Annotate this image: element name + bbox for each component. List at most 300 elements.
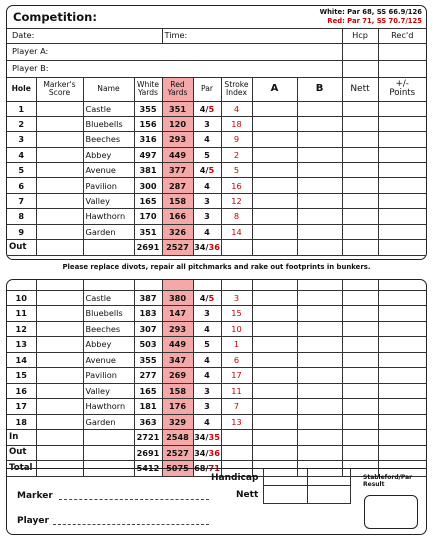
score-b-cell[interactable] <box>297 147 342 162</box>
score-b-cell[interactable] <box>297 306 342 322</box>
markers-score-cell[interactable] <box>36 290 83 306</box>
player-a-label: Player A: <box>12 46 49 57</box>
score-a-cell[interactable] <box>252 445 297 461</box>
stroke-index: 14 <box>221 224 252 239</box>
score-b-cell[interactable] <box>297 163 342 178</box>
hole-row <box>7 163 426 178</box>
points-cell[interactable] <box>378 193 426 208</box>
par-total-white: 68 <box>194 463 206 474</box>
hole-number: 10 <box>7 290 36 306</box>
white-yards-total: 2691 <box>134 240 162 256</box>
stroke-index-cell <box>221 240 252 256</box>
stableford-result-box[interactable] <box>364 495 418 529</box>
points-cell[interactable] <box>378 368 426 384</box>
hole-number: 6 <box>7 178 36 193</box>
hole-number: 1 <box>7 101 36 116</box>
hole-row <box>7 116 426 131</box>
red-yards: 176 <box>162 399 193 415</box>
hole-name: Garden <box>83 414 134 430</box>
hole-row <box>7 352 426 368</box>
par <box>193 337 221 353</box>
par-white: 4 <box>199 292 206 303</box>
hole-number: 4 <box>7 147 36 162</box>
marker-signature-line[interactable] <box>59 499 209 500</box>
front-out-row <box>7 240 426 256</box>
par <box>193 209 221 224</box>
points-cell[interactable] <box>378 178 426 193</box>
points-cell[interactable] <box>378 163 426 178</box>
par <box>193 399 221 415</box>
white-yards: 165 <box>134 383 162 399</box>
score-a-cell[interactable] <box>252 132 297 147</box>
white-yards: 503 <box>134 337 162 353</box>
back-nine-table <box>7 280 426 477</box>
col-name: Name <box>83 77 134 101</box>
par-total-white: 34 <box>194 447 206 458</box>
points-cell[interactable] <box>378 116 426 131</box>
score-a-cell[interactable] <box>252 224 297 239</box>
nett-cell[interactable] <box>342 116 378 131</box>
par-total-red: 71 <box>208 463 220 474</box>
par-red: 5 <box>208 292 215 303</box>
nett-cell[interactable] <box>342 147 378 162</box>
back-nine-card <box>6 279 427 535</box>
hole-number: 17 <box>7 399 36 415</box>
nett-cell[interactable] <box>342 445 378 461</box>
white-yards-total: 2691 <box>134 445 162 461</box>
red-yards: 380 <box>162 290 193 306</box>
hole-number: 14 <box>7 352 36 368</box>
par <box>193 321 221 337</box>
white-yards: 165 <box>134 193 162 208</box>
par-white: 3 <box>204 401 210 412</box>
points-cell[interactable] <box>378 290 426 306</box>
hole-row <box>7 414 426 430</box>
score-b-cell[interactable] <box>297 414 342 430</box>
total-row <box>7 445 426 461</box>
markers-score-cell[interactable] <box>36 321 83 337</box>
points-cell[interactable] <box>378 209 426 224</box>
nett-cell[interactable] <box>342 290 378 306</box>
score-a-cell[interactable] <box>252 306 297 322</box>
marker-label: Marker <box>17 491 53 501</box>
nett-label: Nett <box>236 490 259 500</box>
score-b-cell[interactable] <box>297 224 342 239</box>
score-b-cell[interactable] <box>297 240 342 256</box>
par-white: 3 <box>204 118 210 129</box>
par-total-white: 34 <box>194 432 206 443</box>
white-yards: 351 <box>134 224 162 239</box>
score-a-cell[interactable] <box>252 147 297 162</box>
markers-score-cell[interactable] <box>36 163 83 178</box>
hole-name: Bluebells <box>83 306 134 322</box>
nett-cell[interactable] <box>342 399 378 415</box>
par <box>193 147 221 162</box>
white-yards: 170 <box>134 209 162 224</box>
points-cell[interactable] <box>378 337 426 353</box>
white-yards: 381 <box>134 163 162 178</box>
total-row <box>7 430 426 446</box>
col-white-yards: White Yards <box>134 77 162 101</box>
score-b-cell[interactable] <box>297 132 342 147</box>
stroke-index: 1 <box>221 337 252 353</box>
stroke-index: 5 <box>221 163 252 178</box>
col-red-yards: Red Yards <box>162 77 193 101</box>
markers-score-cell[interactable] <box>36 368 83 384</box>
nett-cell[interactable] <box>342 209 378 224</box>
stroke-index: 6 <box>221 352 252 368</box>
player-signature-line[interactable] <box>53 524 209 525</box>
points-cell[interactable] <box>378 306 426 322</box>
white-yards: 277 <box>134 368 162 384</box>
hole-name: Valley <box>83 383 134 399</box>
hole-row <box>7 337 426 353</box>
hole-number: 9 <box>7 224 36 239</box>
markers-score-cell[interactable] <box>36 383 83 399</box>
par-white: 4 <box>204 354 210 365</box>
score-b-cell[interactable] <box>297 445 342 461</box>
hole-number: 13 <box>7 337 36 353</box>
hole-name: Avenue <box>83 163 134 178</box>
par: 4/5 <box>193 101 221 116</box>
back-nine-rows <box>7 290 426 430</box>
white-yards-total: 2721 <box>134 430 162 446</box>
hole-number: 7 <box>7 193 36 208</box>
stroke-index: 10 <box>221 321 252 337</box>
hole-row <box>7 383 426 399</box>
par-total-red: 36 <box>208 242 220 253</box>
markers-score-cell[interactable] <box>36 430 83 446</box>
hole-number: 16 <box>7 383 36 399</box>
par-total-red: 36 <box>208 447 220 458</box>
red-yards: 166 <box>162 209 193 224</box>
hole-row <box>7 147 426 162</box>
par <box>193 132 221 147</box>
player-b-field[interactable] <box>7 60 342 77</box>
hole-row <box>7 321 426 337</box>
markers-score-cell[interactable] <box>36 147 83 162</box>
par-white: 4 <box>204 323 210 334</box>
stroke-index-cell <box>221 430 252 446</box>
nett-cell[interactable] <box>342 337 378 353</box>
markers-score-cell[interactable] <box>36 101 83 116</box>
score-b-cell[interactable] <box>297 368 342 384</box>
time-label: Time: <box>164 30 188 41</box>
hole-number: 8 <box>7 209 36 224</box>
date-label: Date: <box>12 30 35 41</box>
score-a-cell[interactable] <box>252 163 297 178</box>
red-yards: 287 <box>162 178 193 193</box>
nett-cell[interactable] <box>342 193 378 208</box>
stableford-label: Stableford/Par Result <box>363 474 413 488</box>
score-a-cell[interactable] <box>252 414 297 430</box>
front-nine-rows <box>7 101 426 240</box>
nett-cell[interactable] <box>342 240 378 256</box>
hole-number: 15 <box>7 368 36 384</box>
red-yards: 158 <box>162 193 193 208</box>
stroke-index-cell <box>221 445 252 461</box>
score-a-cell[interactable] <box>252 290 297 306</box>
nett-box-b[interactable] <box>307 485 351 504</box>
col-hole: Hole <box>7 77 36 101</box>
hole-row <box>7 101 426 116</box>
red-yards: 293 <box>162 321 193 337</box>
par <box>193 414 221 430</box>
score-b-cell[interactable] <box>297 116 342 131</box>
score-a-cell[interactable] <box>252 116 297 131</box>
score-b-cell[interactable] <box>297 337 342 353</box>
white-yards: 183 <box>134 306 162 322</box>
nett-box-a[interactable] <box>263 485 308 504</box>
handicap-box-b[interactable] <box>307 469 351 486</box>
score-a-cell[interactable] <box>252 193 297 208</box>
white-tee-info: White: Par 68, SS 66.9/126 <box>319 8 422 16</box>
nett-cell[interactable] <box>342 414 378 430</box>
nett-cell[interactable] <box>342 178 378 193</box>
markers-score-cell[interactable] <box>36 209 83 224</box>
score-a-cell[interactable] <box>252 101 297 116</box>
markers-score-cell[interactable] <box>36 337 83 353</box>
par-red: 5 <box>208 103 215 114</box>
red-yards-total: 2548 <box>162 430 193 446</box>
stroke-index: 15 <box>221 306 252 322</box>
player-a-hcp[interactable] <box>342 43 378 60</box>
score-a-cell[interactable] <box>252 430 297 446</box>
points-cell[interactable] <box>378 414 426 430</box>
competition-label: Competition: <box>13 10 97 24</box>
points-cell[interactable] <box>378 101 426 116</box>
par-total-white: 34 <box>194 242 206 253</box>
player-a-field[interactable] <box>7 43 342 60</box>
par-white: 4 <box>204 370 210 381</box>
handicap-box-a[interactable] <box>263 469 308 486</box>
col-b: B <box>297 77 342 101</box>
score-b-cell[interactable] <box>297 321 342 337</box>
total-label: In <box>7 430 36 446</box>
nett-cell[interactable] <box>342 306 378 322</box>
hole-name: Avenue <box>83 352 134 368</box>
par-white: 4 <box>199 165 206 176</box>
white-yards: 355 <box>134 101 162 116</box>
red-yards: 147 <box>162 306 193 322</box>
hole-name: Beeches <box>83 132 134 147</box>
hole-number: 18 <box>7 414 36 430</box>
score-a-cell[interactable] <box>252 399 297 415</box>
par <box>193 383 221 399</box>
score-a-cell[interactable] <box>252 383 297 399</box>
name-cell <box>83 445 134 461</box>
par-white: 4 <box>199 103 206 114</box>
points-cell[interactable] <box>378 132 426 147</box>
hole-name: Pavilion <box>83 178 134 193</box>
hole-name: Castle <box>83 290 134 306</box>
stroke-index: 4 <box>221 101 252 116</box>
front-nine-card <box>6 5 427 260</box>
score-a-cell[interactable] <box>252 178 297 193</box>
date-field[interactable] <box>7 28 162 43</box>
name-cell <box>83 240 134 256</box>
par-white: 4 <box>204 416 210 427</box>
hole-row <box>7 224 426 239</box>
total-label: Total <box>7 461 36 477</box>
par-total: 68/71 <box>193 461 221 477</box>
col-stroke-index: Stroke Index <box>221 77 252 101</box>
stroke-index: 18 <box>221 116 252 131</box>
player-b-hcp[interactable] <box>342 60 378 77</box>
red-yards: 449 <box>162 147 193 162</box>
white-yards: 307 <box>134 321 162 337</box>
score-b-cell[interactable] <box>297 399 342 415</box>
nett-cell[interactable] <box>342 383 378 399</box>
red-yards: 377 <box>162 163 193 178</box>
points-cell[interactable] <box>378 321 426 337</box>
score-b-cell[interactable] <box>297 193 342 208</box>
markers-score-cell[interactable] <box>36 240 83 256</box>
red-yards-total: 2527 <box>162 445 193 461</box>
par <box>193 352 221 368</box>
white-yards: 300 <box>134 178 162 193</box>
score-b-cell[interactable] <box>297 178 342 193</box>
time-field[interactable] <box>162 28 342 43</box>
par <box>193 368 221 384</box>
player-b-recd[interactable] <box>378 60 426 77</box>
hole-name: Valley <box>83 193 134 208</box>
markers-score-cell[interactable] <box>36 306 83 322</box>
score-b-cell[interactable] <box>297 352 342 368</box>
recd-header: Rec'd <box>378 28 426 43</box>
hole-row <box>7 178 426 193</box>
nett-cell[interactable] <box>342 163 378 178</box>
col-points: +/- Points <box>378 77 426 101</box>
stroke-index: 8 <box>221 209 252 224</box>
nett-cell[interactable] <box>342 321 378 337</box>
points-cell[interactable] <box>378 240 426 256</box>
red-yards-total: 5075 <box>162 461 193 477</box>
white-yards: 316 <box>134 132 162 147</box>
score-b-cell[interactable] <box>297 290 342 306</box>
hole-name: Bluebells <box>83 116 134 131</box>
name-cell <box>83 430 134 446</box>
red-yards: 269 <box>162 368 193 384</box>
nett-cell[interactable] <box>342 132 378 147</box>
hole-number: 2 <box>7 116 36 131</box>
red-yards: 120 <box>162 116 193 131</box>
markers-score-cell[interactable] <box>36 414 83 430</box>
nett-cell[interactable] <box>342 430 378 446</box>
markers-score-cell[interactable] <box>36 399 83 415</box>
red-yards: 326 <box>162 224 193 239</box>
stroke-index: 16 <box>221 178 252 193</box>
markers-score-cell[interactable] <box>36 445 83 461</box>
nett-cell[interactable] <box>342 224 378 239</box>
col-a: A <box>252 77 297 101</box>
course-notice: Please replace divots, repair all pitchmarks and rake out footprints in bunkers. <box>62 263 371 271</box>
score-a-cell[interactable] <box>252 240 297 256</box>
points-cell[interactable] <box>378 399 426 415</box>
markers-score-cell[interactable] <box>36 132 83 147</box>
red-yards: 351 <box>162 101 193 116</box>
par-white: 5 <box>204 339 210 350</box>
par <box>193 306 221 322</box>
player-a-recd[interactable] <box>378 43 426 60</box>
par: 4/5 <box>193 163 221 178</box>
par-total-red: 35 <box>208 432 220 443</box>
handicap-label: Handicap <box>211 473 259 483</box>
markers-score-cell[interactable] <box>36 224 83 239</box>
stroke-index: 2 <box>221 147 252 162</box>
hole-row <box>7 132 426 147</box>
score-b-cell[interactable] <box>297 101 342 116</box>
white-yards: 355 <box>134 352 162 368</box>
score-b-cell[interactable] <box>297 430 342 446</box>
col-par: Par <box>193 77 221 101</box>
red-yards: 449 <box>162 337 193 353</box>
hole-number: 12 <box>7 321 36 337</box>
stroke-index: 3 <box>221 290 252 306</box>
par <box>193 178 221 193</box>
white-yards: 156 <box>134 116 162 131</box>
points-cell[interactable] <box>378 352 426 368</box>
hole-name: Hawthorn <box>83 209 134 224</box>
par-white: 3 <box>204 385 210 396</box>
par: 4/5 <box>193 290 221 306</box>
hole-row <box>7 306 426 322</box>
hcp-header: Hcp <box>342 28 378 43</box>
score-a-cell[interactable] <box>252 321 297 337</box>
markers-score-cell[interactable] <box>36 352 83 368</box>
white-yards: 181 <box>134 399 162 415</box>
score-a-cell[interactable] <box>252 337 297 353</box>
hole-name: Pavilion <box>83 368 134 384</box>
markers-score-cell[interactable] <box>36 178 83 193</box>
score-a-cell[interactable] <box>252 209 297 224</box>
stroke-index: 9 <box>221 132 252 147</box>
points-cell[interactable] <box>378 383 426 399</box>
par-white: 4 <box>204 180 210 191</box>
total-label: Out <box>7 240 36 256</box>
hole-name: Abbey <box>83 337 134 353</box>
par <box>193 224 221 239</box>
hole-row <box>7 399 426 415</box>
points-cell[interactable] <box>378 445 426 461</box>
white-yards-total: 5412 <box>134 461 162 477</box>
hole-row <box>7 290 426 306</box>
points-cell[interactable] <box>378 224 426 239</box>
score-a-cell[interactable] <box>252 352 297 368</box>
hole-name: Abbey <box>83 147 134 162</box>
score-b-cell[interactable] <box>297 383 342 399</box>
markers-score-cell[interactable] <box>36 116 83 131</box>
red-yards: 329 <box>162 414 193 430</box>
points-cell[interactable] <box>378 430 426 446</box>
stroke-index: 13 <box>221 414 252 430</box>
stroke-index: 17 <box>221 368 252 384</box>
score-a-cell[interactable] <box>252 368 297 384</box>
par-white: 3 <box>204 195 210 206</box>
par-white: 5 <box>204 149 210 160</box>
stroke-index: 11 <box>221 383 252 399</box>
nett-cell[interactable] <box>342 352 378 368</box>
white-yards: 387 <box>134 290 162 306</box>
markers-score-cell[interactable] <box>36 193 83 208</box>
nett-cell[interactable] <box>342 368 378 384</box>
nett-cell[interactable] <box>342 101 378 116</box>
points-cell[interactable] <box>378 147 426 162</box>
stroke-index: 7 <box>221 399 252 415</box>
score-b-cell[interactable] <box>297 209 342 224</box>
par-white: 4 <box>204 134 210 145</box>
hole-name: Garden <box>83 224 134 239</box>
